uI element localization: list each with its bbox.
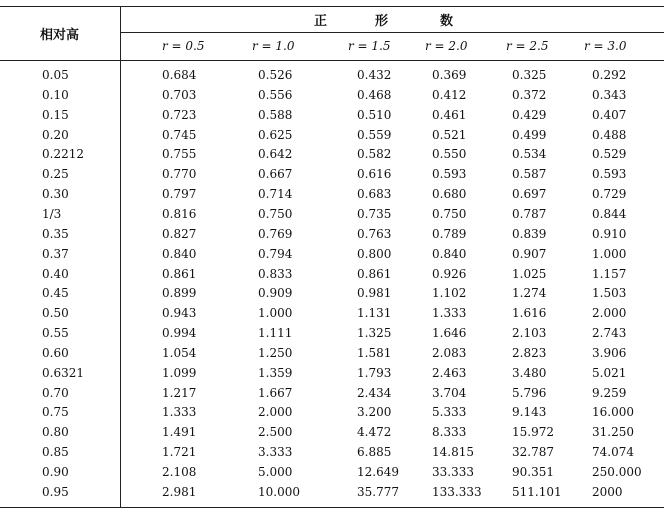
table-cell: 1.325 [357, 326, 392, 340]
table-cell: 0.797 [162, 187, 197, 201]
table-cell: 14.815 [432, 445, 474, 459]
table-cell: 2.434 [357, 386, 392, 400]
group-header-char-2: 形 [375, 14, 389, 29]
table-cell: 0.787 [512, 207, 547, 221]
table-cell: 4.472 [357, 425, 392, 439]
table-cell: 35.777 [357, 485, 399, 499]
row-label: 0.80 [42, 425, 69, 439]
table-cell: 10.000 [258, 485, 300, 499]
table-cell: 0.723 [162, 108, 197, 122]
row-label: 0.45 [42, 286, 69, 300]
table-cell: 1.131 [357, 306, 392, 320]
table-cell: 0.794 [258, 247, 293, 261]
table-cell: 0.642 [258, 147, 293, 161]
bottom-rule [0, 507, 664, 508]
table-cell: 0.981 [357, 286, 392, 300]
table-cell: 0.840 [162, 247, 197, 261]
group-header-char-1: 正 [314, 14, 328, 29]
table-cell: 16.000 [592, 405, 634, 419]
row-label: 0.60 [42, 346, 69, 360]
table-cell: 0.521 [432, 128, 467, 142]
table-cell: 0.488 [592, 128, 627, 142]
table-cell: 0.703 [162, 88, 197, 102]
table-cell: 0.943 [162, 306, 197, 320]
table-cell: 9.259 [592, 386, 627, 400]
row-label: 0.37 [42, 247, 69, 261]
table-cell: 32.787 [512, 445, 554, 459]
table-cell: 1.000 [258, 306, 293, 320]
table-cell: 2.500 [258, 425, 293, 439]
table-cell: 0.526 [258, 68, 293, 82]
table-cell: 2.981 [162, 485, 197, 499]
row-label: 0.70 [42, 386, 69, 400]
row-label: 0.25 [42, 167, 69, 181]
row-label: 0.90 [42, 465, 69, 479]
row-label: 0.50 [42, 306, 69, 320]
table-cell: 31.250 [592, 425, 634, 439]
table-cell: 3.704 [432, 386, 467, 400]
table-cell: 0.861 [357, 267, 392, 281]
header-bottom-rule [0, 60, 664, 61]
table-cell: 74.074 [592, 445, 634, 459]
table-cell: 5.333 [432, 405, 467, 419]
row-label: 0.30 [42, 187, 69, 201]
row-label: 0.35 [42, 227, 69, 241]
table-cell: 2.000 [258, 405, 293, 419]
table-cell: 0.735 [357, 207, 392, 221]
table-cell: 1.646 [432, 326, 467, 340]
table-cell: 90.351 [512, 465, 554, 479]
table-cell: 0.729 [592, 187, 627, 201]
table-cell: 1.111 [258, 326, 293, 340]
table-cell: 0.667 [258, 167, 293, 181]
column-header-r-1-0: r = 1.0 [252, 39, 295, 53]
row-label: 0.6321 [42, 366, 84, 380]
table-cell: 0.432 [357, 68, 392, 82]
table-cell: 1.157 [592, 267, 627, 281]
row-label: 0.55 [42, 326, 69, 340]
table-cell: 2.463 [432, 366, 467, 380]
table-cell: 1.359 [258, 366, 293, 380]
table-cell: 1.581 [357, 346, 392, 360]
table-cell: 3.200 [357, 405, 392, 419]
table-cell: 12.649 [357, 465, 399, 479]
table-cell: 0.582 [357, 147, 392, 161]
table-cell: 0.840 [432, 247, 467, 261]
table-cell: 8.333 [432, 425, 467, 439]
table-cell: 0.499 [512, 128, 547, 142]
table-cell: 0.588 [258, 108, 293, 122]
row-label: 0.75 [42, 405, 69, 419]
table-cell: 0.750 [258, 207, 293, 221]
table-cell: 1.793 [357, 366, 392, 380]
table-cell: 0.468 [357, 88, 392, 102]
top-rule [0, 6, 664, 7]
table-cell: 0.899 [162, 286, 197, 300]
table-cell: 15.972 [512, 425, 554, 439]
table-cell: 0.412 [432, 88, 467, 102]
column-header-r-2-0: r = 2.0 [425, 39, 468, 53]
table-cell: 5.000 [258, 465, 293, 479]
row-label: 0.2212 [42, 147, 84, 161]
row-label: 0.20 [42, 128, 69, 142]
table-cell: 0.844 [592, 207, 627, 221]
table-cell: 2.108 [162, 465, 197, 479]
row-label: 0.05 [42, 68, 69, 82]
table-cell: 0.407 [592, 108, 627, 122]
table-cell: 0.593 [592, 167, 627, 181]
table-cell: 0.325 [512, 68, 547, 82]
table-cell: 0.770 [162, 167, 197, 181]
table-cell: 0.683 [357, 187, 392, 201]
table-cell: 0.910 [592, 227, 627, 241]
table-cell: 1.616 [512, 306, 547, 320]
table-cell: 0.769 [258, 227, 293, 241]
table-cell: 2.103 [512, 326, 547, 340]
table-cell: 0.587 [512, 167, 547, 181]
table-cell: 0.755 [162, 147, 197, 161]
table-cell: 250.000 [592, 465, 642, 479]
table-cell: 33.333 [432, 465, 474, 479]
table-cell: 6.885 [357, 445, 392, 459]
row-label: 0.40 [42, 267, 69, 281]
column-header-r-2-5: r = 2.5 [506, 39, 549, 53]
table-cell: 1.099 [162, 366, 197, 380]
column-header-r-1-5: r = 1.5 [348, 39, 391, 53]
row-label: 0.15 [42, 108, 69, 122]
table-cell: 1.333 [162, 405, 197, 419]
table-cell: 0.750 [432, 207, 467, 221]
table-cell: 2.000 [592, 306, 627, 320]
table-cell: 2.823 [512, 346, 547, 360]
group-header-char-3: 数 [440, 14, 454, 29]
table-cell: 0.833 [258, 267, 293, 281]
table-cell: 2.743 [592, 326, 627, 340]
table-cell: 1.217 [162, 386, 197, 400]
table-cell: 1.503 [592, 286, 627, 300]
table-cell: 0.789 [432, 227, 467, 241]
table-cell: 511.101 [512, 485, 562, 499]
row-label: 1/3 [42, 207, 62, 221]
table-cell: 0.593 [432, 167, 467, 181]
table-cell: 0.429 [512, 108, 547, 122]
table-cell: 0.745 [162, 128, 197, 142]
table-cell: 0.550 [432, 147, 467, 161]
table-cell: 0.827 [162, 227, 197, 241]
table-cell: 0.907 [512, 247, 547, 261]
table-cell: 0.616 [357, 167, 392, 181]
table-cell: 1.102 [432, 286, 467, 300]
table-cell: 1.667 [258, 386, 293, 400]
table-cell: 1.025 [512, 267, 547, 281]
table-cell: 0.292 [592, 68, 627, 82]
table-cell: 0.510 [357, 108, 392, 122]
table-cell: 3.906 [592, 346, 627, 360]
table-cell: 1.054 [162, 346, 197, 360]
table-cell: 0.763 [357, 227, 392, 241]
table-cell: 0.861 [162, 267, 197, 281]
table-cell: 1.721 [162, 445, 197, 459]
table-cell: 0.684 [162, 68, 197, 82]
table-cell: 0.994 [162, 326, 197, 340]
table-cell: 0.343 [592, 88, 627, 102]
table-cell: 0.909 [258, 286, 293, 300]
table-cell: 5.021 [592, 366, 627, 380]
table-cell: 1.274 [512, 286, 547, 300]
table-cell: 1.000 [592, 247, 627, 261]
row-header-label: 相对高 [40, 28, 80, 43]
table-cell: 0.529 [592, 147, 627, 161]
table-cell: 0.839 [512, 227, 547, 241]
table-cell: 0.680 [432, 187, 467, 201]
table-cell: 2.083 [432, 346, 467, 360]
table-cell: 0.556 [258, 88, 293, 102]
group-header-rule [120, 32, 664, 33]
row-label: 0.85 [42, 445, 69, 459]
table-cell: 0.461 [432, 108, 467, 122]
table-cell: 0.926 [432, 267, 467, 281]
table-cell: 9.143 [512, 405, 547, 419]
table-cell: 3.480 [512, 366, 547, 380]
table-cell: 0.697 [512, 187, 547, 201]
table-cell: 0.714 [258, 187, 293, 201]
table-cell: 0.369 [432, 68, 467, 82]
table-cell: 5.796 [512, 386, 547, 400]
row-label: 0.10 [42, 88, 69, 102]
table-cell: 0.559 [357, 128, 392, 142]
table-cell: 0.816 [162, 207, 197, 221]
table-cell: 0.625 [258, 128, 293, 142]
table-cell: 0.800 [357, 247, 392, 261]
table-cell: 3.333 [258, 445, 293, 459]
stub-divider [120, 6, 121, 507]
table-cell: 133.333 [432, 485, 482, 499]
table-cell: 1.333 [432, 306, 467, 320]
table-cell: 1.491 [162, 425, 197, 439]
column-header-r-3-0: r = 3.0 [584, 39, 627, 53]
row-label: 0.95 [42, 485, 69, 499]
table-cell: 1.250 [258, 346, 293, 360]
table-cell: 0.534 [512, 147, 547, 161]
column-header-r-0-5: r = 0.5 [162, 39, 205, 53]
table-cell: 0.372 [512, 88, 547, 102]
table-cell: 2000 [592, 485, 623, 499]
